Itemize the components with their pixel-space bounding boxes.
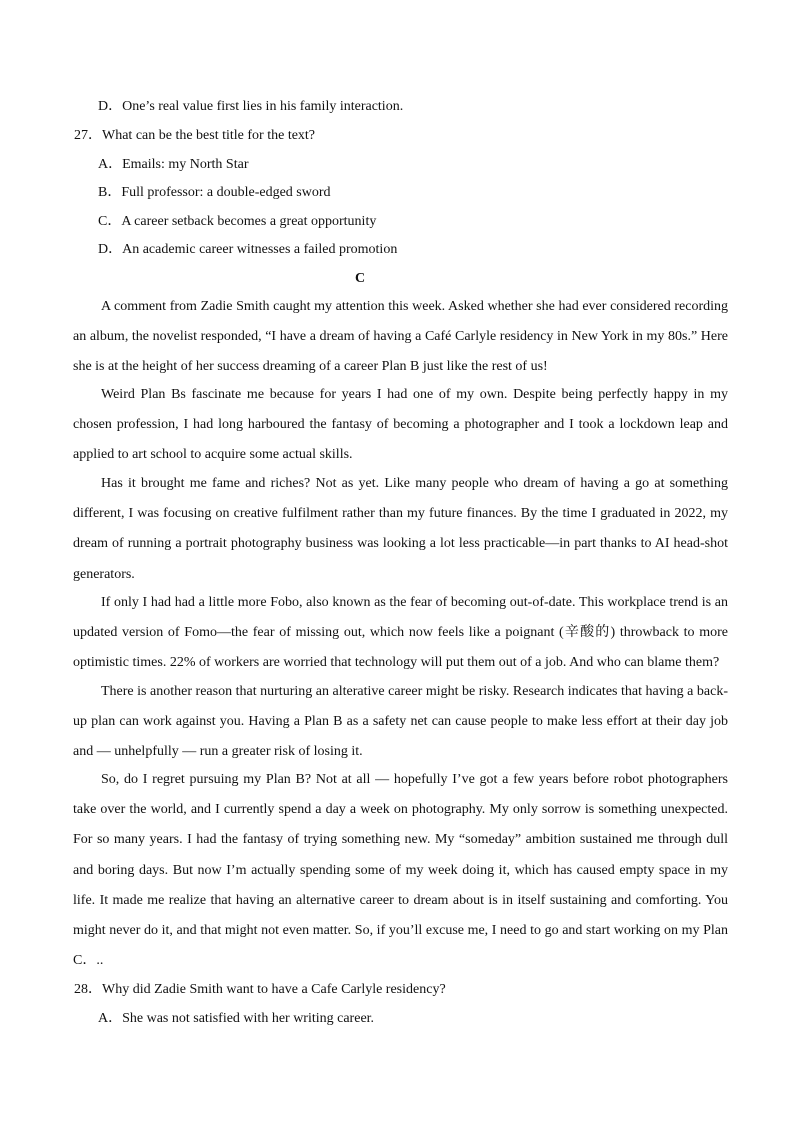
section-label: C xyxy=(354,271,366,286)
q28-option-a: A．She was not satisfied with her writing career. xyxy=(98,1011,375,1026)
q27-option-b: B．Full professor: a double-edged sword xyxy=(98,185,331,200)
passage-paragraph-3: Has it brought me fame and riches? Not as yet. Like many people who dream of having a go at something different, I was focusing on creative fulfilment rather than my future finances. By the time I graduated in 2022, my dream of running a portrait photography business was looking a lot less practicable—in part thanks to AI head-shot generators. xyxy=(73,476,728,582)
passage-paragraph-2: Weird Plan Bs fascinate me because for years I had one of my own. Despite being perfectly happy in my chosen profession, I had long harboured the fantasy of becoming a photographer and I took a lockdown leap and applied to art school to acquire some actual skills. xyxy=(73,387,728,463)
passage-paragraph-6: So, do I regret pursuing my Plan B? Not at all — hopefully I’ve got a few years before robot photographers take over the world, and I currently spend a day a week on photography. My only sorrow is something unexpected. For so many years. I had the fantasy of trying something new. My “someday” ambition sustained me through dull and boring days. But now I’m actually spending some of my week doing it, which has caused empty space in my life. It made me realize that having an alternative career to dream about is in itself sustaining and comforting. You might never do it, and that might not even matter. So, if you’ll excuse me, I need to go and start working on my Plan C．.. xyxy=(73,772,728,969)
q28-stem: 28．Why did Zadie Smith want to have a Cafe Carlyle residency? xyxy=(74,982,446,997)
passage-paragraph-4: If only I had had a little more Fobo, also known as the fear of becoming out-of-date. This workplace trend is an updated version of Fomo—the fear of missing out, which now feels like a poignant (辛酸的) throwback to more optimistic times. 22% of workers are worried that technology will put them out of a job. And who can blame them? xyxy=(73,595,728,671)
passage-paragraph-5: There is another reason that nurturing an alterative career might be risky. Research indicates that having a back-up plan can work against you. Having a Plan B as a safety net can cause people to make less effort at their day job and — unhelpfully — run a greater risk of losing it. xyxy=(73,684,728,760)
q27-option-c: C．A career setback becomes a great opportunity xyxy=(98,214,377,229)
q27-option-a: A．Emails: my North Star xyxy=(98,157,249,172)
q27-stem: 27．What can be the best title for the text? xyxy=(74,128,316,143)
q26-option-d: D．One’s real value first lies in his family interaction. xyxy=(98,99,404,114)
passage-paragraph-1: A comment from Zadie Smith caught my attention this week. Asked whether she had ever considered recording an album, the novelist responded, “I have a dream of having a Café Carlyle residency in New York in my 80s.” Here she is at the height of her success dreaming of a career Plan B just like the rest of us! xyxy=(73,299,728,375)
q27-option-d: D．An academic career witnesses a failed promotion xyxy=(98,242,398,257)
